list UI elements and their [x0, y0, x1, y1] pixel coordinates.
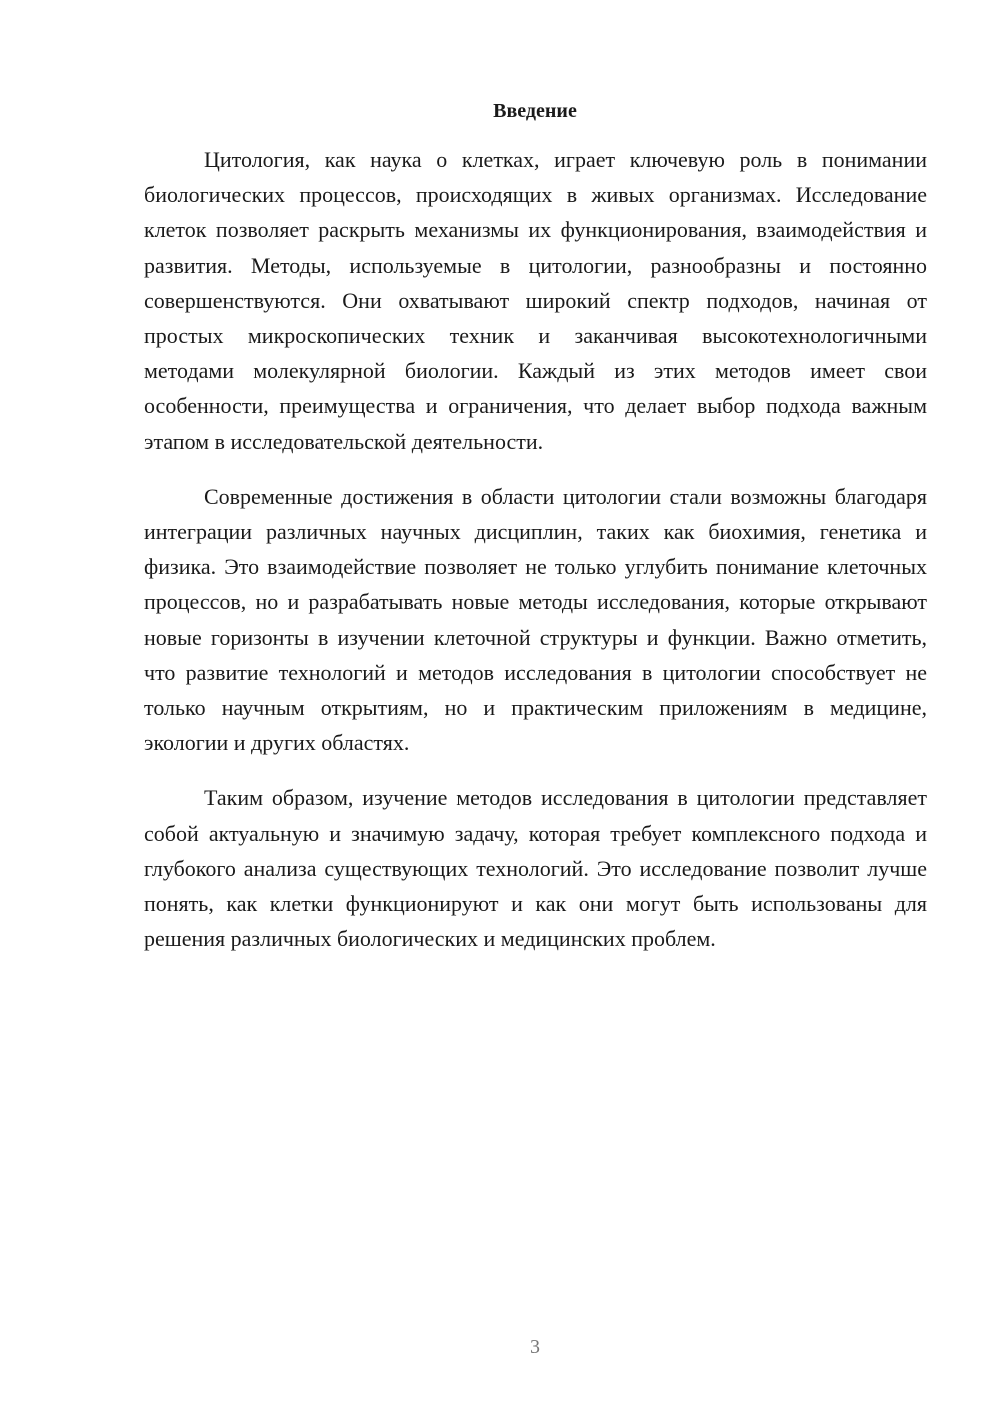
paragraph-3: Таким образом, изучение методов исследования в цитологии представляет собой актуальную и значимую задачу, которая требует комплексного подхода и глубокого анализа существующих технологий. Это исследование позволит лучше понять, как клетки функционируют и как они могут быть использованы для решения различных биологических и медицинских проблем. [144, 785, 927, 952]
paragraph-2: Современные достижения в области цитологии стали возможны благодаря интеграции различных научных дисциплин, таких как биохимия, генетика и физика. Это взаимодействие позволяет не только углубить понимание клеточных процессов, но и разрабатывать новые методы исследования, которые открывают новые горизонты в изучении клеточной структуры и функции. Важно отметить, что развитие технологий и методов исследования в цитологии способствует не только научным открытиям, но и практическим приложениям в медицине, экологии и других областях. [144, 483, 927, 756]
paragraph-1: Цитология, как наука о клетках, играет ключевую роль в понимании биологических процессов, происходящих в живых организмах. Исследование клеток позволяет раскрыть механизмы их функционирования, взаимодействия и развития. Методы, используемые в цитологии, разнообразны и постоянно совершенствуются. Они охватывают широкий спектр подходов, начиная от простых микроскопических техник и заканчивая высокотехнологичными методами молекулярной биологии. Каждый из этих методов имеет свои особенности, преимущества и ограничения, что делает выбор подхода важным этапом в исследовательской деятельности. [144, 147, 927, 454]
section-title: Введение [493, 100, 577, 122]
body-text [144, 142, 927, 956]
page-number: 3 [530, 1336, 540, 1358]
